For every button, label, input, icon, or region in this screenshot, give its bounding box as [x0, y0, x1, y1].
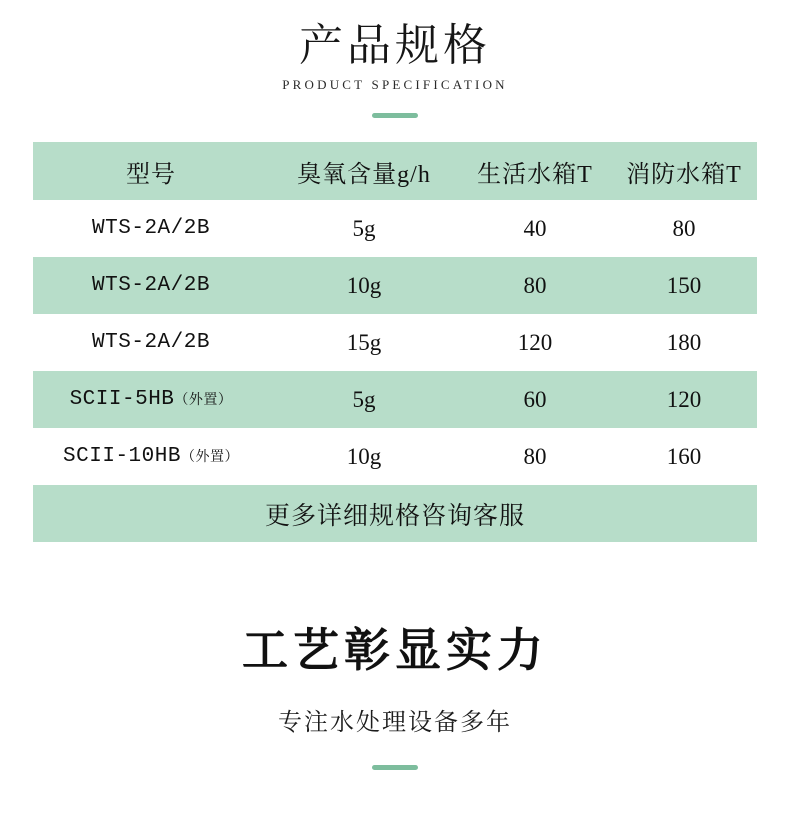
table-header-row [33, 142, 757, 200]
specification-table [33, 142, 757, 542]
cell-ozone: 5g [352, 215, 376, 241]
cell-model [33, 371, 269, 428]
table-footer-note: 更多详细规格咨询客服 [33, 485, 757, 542]
cell-fire-tank: 80 [672, 215, 696, 241]
cell-domestic-tank: 120 [517, 329, 553, 355]
table-row [33, 428, 757, 485]
craft-section [0, 614, 790, 770]
column-header-fire-tank: 消防水箱T [626, 161, 742, 188]
cell-ozone: 15g [346, 329, 382, 355]
table-row [33, 314, 757, 371]
model-note: （外置） [174, 393, 233, 408]
model-text: WTS-2A/2B [92, 217, 210, 240]
column-header-model: 型号 [126, 161, 176, 188]
spec-header [0, 0, 790, 118]
table-row [33, 257, 757, 314]
craft-title: 工艺彰显实力 [242, 624, 548, 676]
model-note: （外置） [180, 450, 239, 465]
cell-model [33, 314, 269, 371]
page-subtitle: PRODUCT SPECIFICATION [282, 77, 508, 92]
model-text: WTS-2A/2B [92, 331, 210, 354]
table-row [33, 371, 757, 428]
cell-fire-tank: 160 [666, 443, 702, 469]
craft-divider-wrap [0, 765, 790, 770]
cell-model [33, 428, 269, 485]
cell-model [33, 257, 269, 314]
table-footer-row [33, 485, 757, 542]
table-header [33, 142, 757, 200]
cell-domestic-tank: 60 [523, 386, 547, 412]
page-title: 产品规格 [299, 21, 491, 70]
model-text: WTS-2A/2B [92, 274, 210, 297]
cell-domestic-tank: 40 [523, 215, 547, 241]
table-row [33, 200, 757, 257]
cell-fire-tank: 150 [666, 272, 702, 298]
column-header-domestic-tank: 生活水箱T [477, 161, 593, 188]
cell-ozone: 5g [352, 386, 376, 412]
cell-ozone: 10g [346, 443, 382, 469]
craft-divider [372, 765, 418, 770]
model-text: SCII-10HB [63, 445, 181, 468]
cell-fire-tank: 180 [666, 329, 702, 355]
title-divider [372, 113, 418, 118]
cell-domestic-tank: 80 [523, 443, 547, 469]
column-header-ozone: 臭氧含量g/h [297, 161, 431, 188]
craft-subtitle: 专注水处理设备多年 [278, 710, 512, 736]
cell-model [33, 200, 269, 257]
cell-ozone: 10g [346, 272, 382, 298]
model-text: SCII-5HB [69, 388, 175, 411]
cell-fire-tank: 120 [666, 386, 702, 412]
title-divider-wrap [0, 113, 790, 118]
cell-domestic-tank: 80 [523, 272, 547, 298]
table-body [33, 200, 757, 542]
